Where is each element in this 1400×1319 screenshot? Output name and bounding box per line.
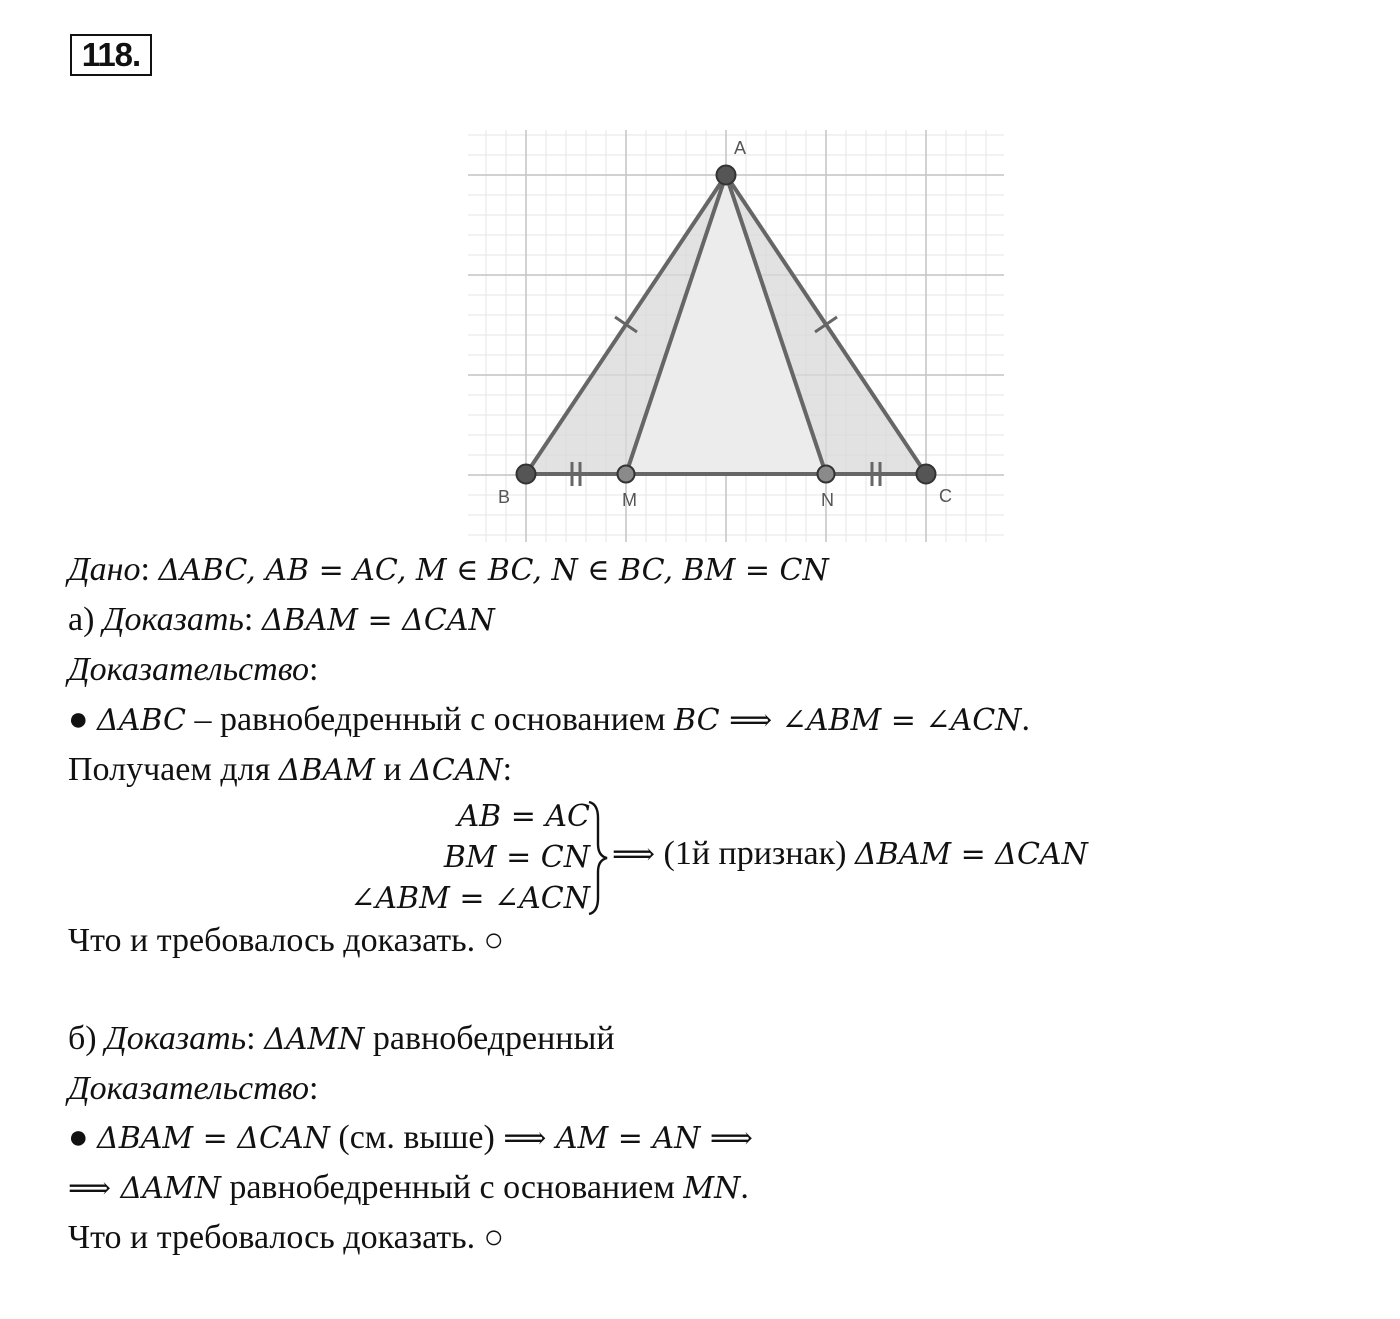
triangle-figure bbox=[468, 130, 1004, 542]
point-c bbox=[917, 465, 936, 484]
system-result: ⟹ (1й признак) ΔBAM = ΔCAN bbox=[612, 835, 1088, 872]
system-row: ∠ABM = ∠ACN bbox=[350, 881, 590, 916]
prove-label: Доказать bbox=[102, 601, 244, 638]
implies-arrow: ⟹ bbox=[612, 837, 656, 872]
problem-number: 118. bbox=[70, 34, 152, 76]
part-b-step-2: ⟹ ΔAMN равнобедренный с основанием MN. bbox=[68, 1169, 749, 1206]
part-a-step-2: Получаем для ΔBAM и ΔCAN: bbox=[68, 751, 513, 788]
label-b: B bbox=[498, 487, 511, 507]
part-a-proof-heading: Доказательство: bbox=[68, 651, 319, 688]
label-n: N bbox=[821, 490, 834, 510]
system-rows bbox=[300, 796, 590, 919]
proof-label: Доказательство bbox=[68, 651, 310, 688]
given-line: Дано: ΔABC, AB = AC, M ∈ BC, N ∈ BC, BM = CN bbox=[68, 551, 829, 588]
part-b-goal: б) Доказать: ΔAMN равнобедренный bbox=[68, 1020, 615, 1057]
bullet: ● bbox=[68, 701, 89, 738]
right-brace bbox=[586, 800, 610, 916]
system-row: AB = AC bbox=[457, 799, 590, 834]
label-m: M bbox=[622, 490, 637, 510]
system-row: BM = CN bbox=[443, 840, 590, 875]
label-c: C bbox=[939, 486, 952, 506]
point-n bbox=[818, 466, 835, 483]
equality-system bbox=[300, 796, 1200, 916]
given-label: Дано bbox=[68, 551, 141, 588]
prove-label: Доказать bbox=[105, 1020, 247, 1057]
part-a-conclusion: Что и требовалось доказать. ○ bbox=[68, 922, 505, 959]
point-a bbox=[717, 166, 736, 185]
label-a: A bbox=[734, 138, 747, 158]
part-a-prefix: а) bbox=[68, 601, 95, 638]
point-m bbox=[618, 466, 635, 483]
part-a-step-1: ● ΔABC – равнобедренный с основанием BC ⟹ ∠ABM = ∠ACN. bbox=[68, 701, 1030, 738]
given-statement: ΔABC, AB = AC, M ∈ BC, N ∈ BC, BM = CN bbox=[158, 553, 829, 588]
bullet: ● bbox=[68, 1119, 89, 1156]
part-b-proof-heading: Доказательство: bbox=[68, 1070, 319, 1107]
part-b-conclusion: Что и требовалось доказать. ○ bbox=[68, 1219, 505, 1256]
point-b bbox=[517, 465, 536, 484]
proof-label: Доказательство bbox=[68, 1070, 310, 1107]
part-a-statement: ΔBAM = ΔCAN bbox=[261, 603, 495, 638]
part-b-step-1: ● ΔBAM = ΔCAN (см. выше) ⟹ AM = AN ⟹ bbox=[68, 1119, 753, 1156]
part-a-goal: а) Доказать: ΔBAM = ΔCAN bbox=[68, 601, 495, 638]
part-b-prefix: б) bbox=[68, 1020, 97, 1057]
